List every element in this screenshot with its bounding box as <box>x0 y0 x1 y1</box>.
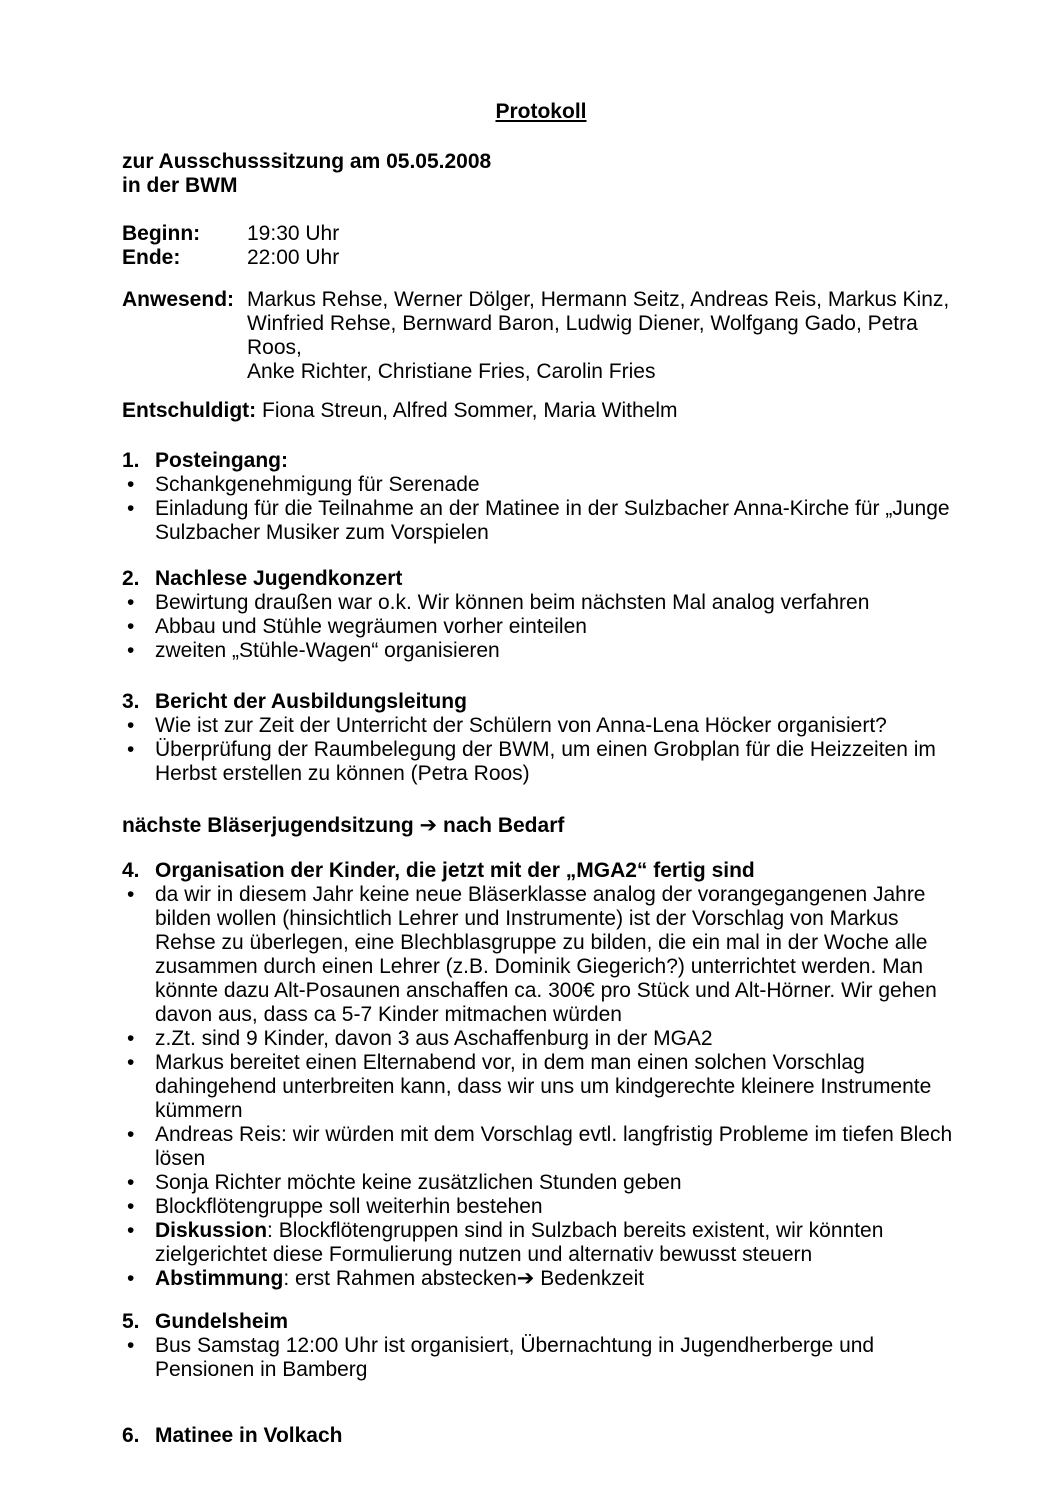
bullet-item <box>122 1267 960 1291</box>
bullet-item <box>122 1051 960 1123</box>
bullet-text: da wir in diesem Jahr keine neue Bläserklasse analog der vorangegangenen Jahre bilden wollen (hinsichtlich Lehrer und Instrumente) ist der Vorschlag von Markus Rehse zu überlegen, eine Blechblasgruppe zu bilden, die ein mal in der Woche alle zusammen durch einen Lehrer (z.B. Dominik Giegerich?) unterrichtet werden. Man könnte dazu Alt-Posaunen anschaffen ca. 300€ pro Stück und Alt-Hörner. Wir gehen davon aus, dass ca 5-7 Kinder mitmachen würden <box>155 883 937 1026</box>
attendance-line-1: Markus Rehse, Werner Dölger, Hermann Seitz, Andreas Reis, Markus Kinz, <box>247 288 950 311</box>
bullet-text: z.Zt. sind 9 Kinder, davon 3 aus Aschaffenburg in der MGA2 <box>155 1027 713 1050</box>
next-meeting-note: nächste Bläserjugendsitzung ➔ nach Bedarf <box>122 814 565 837</box>
bullet-text: Andreas Reis: wir würden mit dem Vorschlag evtl. langfristig Probleme im tiefen Blech lösen <box>155 1123 953 1170</box>
bullet-text: Einladung für die Teilnahme an der Matinee in der Sulzbacher Anna-Kirche für „Junge Sulzbacher Musiker zum Vorspielen <box>155 497 950 544</box>
bullet-bold-prefix: Abstimmung <box>155 1267 284 1290</box>
section-number: 6. <box>122 1424 140 1447</box>
meta-value-begin: 19:30 Uhr <box>247 222 340 245</box>
bullet-text: Überprüfung der Raumbelegung der BWM, um einen Grobplan für die Heizzeiten im Herbst erstellen zu können (Petra Roos) <box>155 738 936 785</box>
attendance-names <box>247 288 960 384</box>
bullet-text: : Blockflötengruppen sind in Sulzbach bereits existent, wir könnten zielgerichtet diese Formulierung nutzen und alternativ bewusst steuern <box>155 1219 884 1266</box>
bullet-text: zweiten „Stühle-Wagen“ organisieren <box>155 639 500 662</box>
document-subtitle <box>122 150 960 198</box>
bullet-list <box>122 473 960 545</box>
meta-label-begin: Beginn: <box>122 222 201 245</box>
section-matinee-volkach <box>122 1424 960 1448</box>
bullet-item <box>122 1219 960 1267</box>
bullet-list <box>122 714 960 786</box>
excused-block <box>122 399 960 423</box>
bullet-text: Bewirtung draußen war o.k. Wir können beim nächsten Mal analog verfahren <box>155 591 870 614</box>
section-heading-text: Posteingang: <box>155 449 289 472</box>
bullet-item <box>122 615 960 639</box>
bullet-list <box>122 1334 960 1382</box>
bullet-text: Sonja Richter möchte keine zusätzlichen Stunden geben <box>155 1171 682 1194</box>
section-nachlese-jugendkonzert <box>122 567 960 663</box>
section-heading-text: Bericht der Ausbildungsleitung <box>155 690 467 713</box>
attendance-line-3: Anke Richter, Christiane Fries, Carolin Fries <box>247 360 656 383</box>
section-number: 5. <box>122 1310 140 1333</box>
section-heading <box>122 449 960 473</box>
bullet-bold-prefix: Diskussion <box>155 1219 268 1242</box>
section-heading-text: Organisation der Kinder, die jetzt mit der „MGA2“ fertig sind <box>155 859 755 882</box>
bullet-list <box>122 591 960 663</box>
section-number: 3. <box>122 690 140 713</box>
attendance-label: Anwesend: <box>122 288 235 311</box>
bullet-text: Abbau und Stühle wegräumen vorher einteilen <box>155 615 587 638</box>
meta-row-end <box>122 246 960 270</box>
section-posteingang <box>122 449 960 545</box>
bullet-text: Schankgenehmigung für Serenade <box>155 473 480 496</box>
bullet-item <box>122 473 960 497</box>
section-heading <box>122 859 960 883</box>
section-gundelsheim <box>122 1310 960 1382</box>
page-title-text: Protokoll <box>495 100 587 123</box>
bullet-item <box>122 1027 960 1051</box>
section-number: 2. <box>122 567 140 590</box>
section-heading-text: Matinee in Volkach <box>155 1424 343 1447</box>
bullet-text: Bus Samstag 12:00 Uhr ist organisiert, Übernachtung in Jugendherberge und Pensionen in Bamberg <box>155 1334 875 1381</box>
bullet-item <box>122 497 960 545</box>
section-number: 1. <box>122 449 140 472</box>
bullet-item <box>122 639 960 663</box>
section-heading-text: Gundelsheim <box>155 1310 289 1333</box>
meta-row-begin <box>122 222 960 246</box>
bullet-item <box>122 738 960 786</box>
bullet-text: : erst Rahmen abstecken➔ Bedenkzeit <box>283 1267 645 1290</box>
bullet-item <box>122 1123 960 1171</box>
meta-value-end: 22:00 Uhr <box>247 246 340 269</box>
meta-block <box>122 222 960 270</box>
section-heading <box>122 567 960 591</box>
section-heading-text: Nachlese Jugendkonzert <box>155 567 403 590</box>
section-heading <box>122 1310 960 1334</box>
bullet-item <box>122 1171 960 1195</box>
meta-label-end: Ende: <box>122 246 181 269</box>
section-heading <box>122 1424 960 1448</box>
bullet-item <box>122 883 960 1027</box>
section-heading <box>122 690 960 714</box>
attendance-block <box>122 288 960 384</box>
subtitle-line-1: zur Ausschusssitzung am 05.05.2008 <box>122 150 492 173</box>
section-organisation-kinder-mga2 <box>122 859 960 1291</box>
bullet-item <box>122 591 960 615</box>
page-title <box>122 100 960 124</box>
excused-label: Entschuldigt: <box>122 399 257 422</box>
bullet-text: Wie ist zur Zeit der Unterricht der Schülern von Anna-Lena Höcker organisiert? <box>155 714 887 737</box>
bullet-item <box>122 714 960 738</box>
attendance-line-2: Winfried Rehse, Bernward Baron, Ludwig Diener, Wolfgang Gado, Petra Roos, <box>247 312 918 359</box>
bullet-item <box>122 1334 960 1382</box>
section-number: 4. <box>122 859 140 882</box>
subtitle-line-2: in der BWM <box>122 174 238 197</box>
bullet-item <box>122 1195 960 1219</box>
excused-names: Fiona Streun, Alfred Sommer, Maria Withelm <box>262 399 678 422</box>
bullet-list <box>122 883 960 1291</box>
section-bericht-ausbildungsleitung <box>122 690 960 786</box>
bullet-text: Markus bereitet einen Elternabend vor, in dem man einen solchen Vorschlag dahingehend unterbreiten kann, dass wir uns um kindgerechte kleinere Instrumente kümmern <box>155 1051 932 1122</box>
bullet-text: Blockflötengruppe soll weiterhin bestehen <box>155 1195 543 1218</box>
